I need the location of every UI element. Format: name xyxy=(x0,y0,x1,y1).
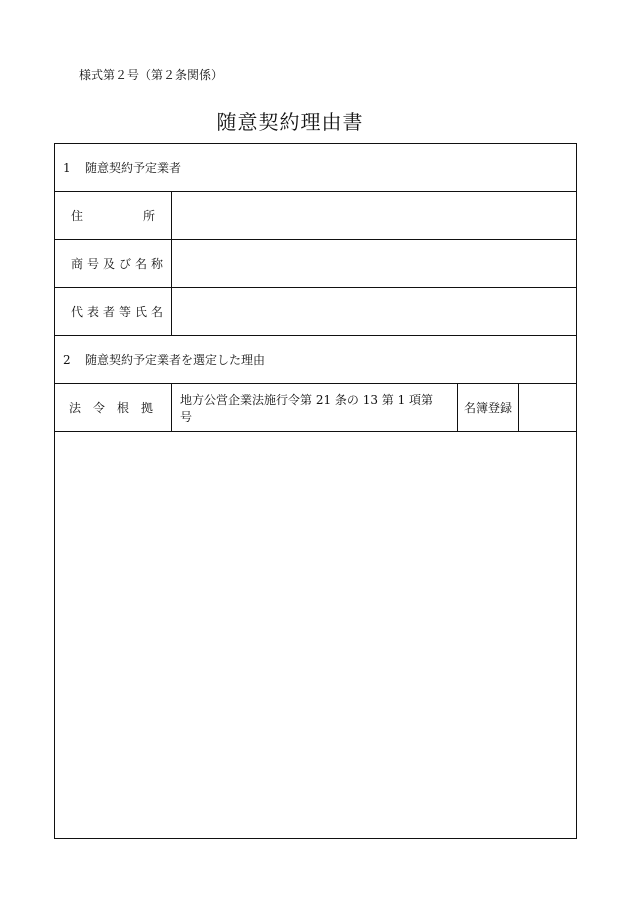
section-2-number: 2 xyxy=(63,352,71,367)
address-label-char-2: 所 xyxy=(142,209,155,223)
reason-form xyxy=(54,143,577,839)
document-title: 随意契約理由書 xyxy=(216,110,364,134)
company-name-row xyxy=(55,240,576,288)
section-1-number: 1 xyxy=(63,160,71,175)
representative-row xyxy=(55,288,576,336)
form-number: 様式第２号（第２条関係） xyxy=(79,68,224,82)
reason-text-area xyxy=(55,432,576,838)
section-2-header xyxy=(55,336,576,384)
law-basis-label: 法 令 根 拠 xyxy=(55,384,172,431)
law-basis-text: 地方公営企業法施行令第 21 条の 13 第 1 項第 号 xyxy=(172,384,458,431)
company-name-label: 商号及び名称 xyxy=(55,240,172,287)
address-label-char-1: 住 xyxy=(71,209,84,223)
section-2-title: 随意契約予定業者を選定した理由 xyxy=(85,353,266,367)
address-label xyxy=(55,192,172,239)
law-basis-row xyxy=(55,384,576,432)
section-1-header xyxy=(55,144,576,192)
representative-label: 代表者等氏名 xyxy=(55,288,172,335)
address-row xyxy=(55,192,576,240)
registry-label: 名簿登録 xyxy=(458,384,519,431)
section-1-title: 随意契約予定業者 xyxy=(85,161,182,175)
